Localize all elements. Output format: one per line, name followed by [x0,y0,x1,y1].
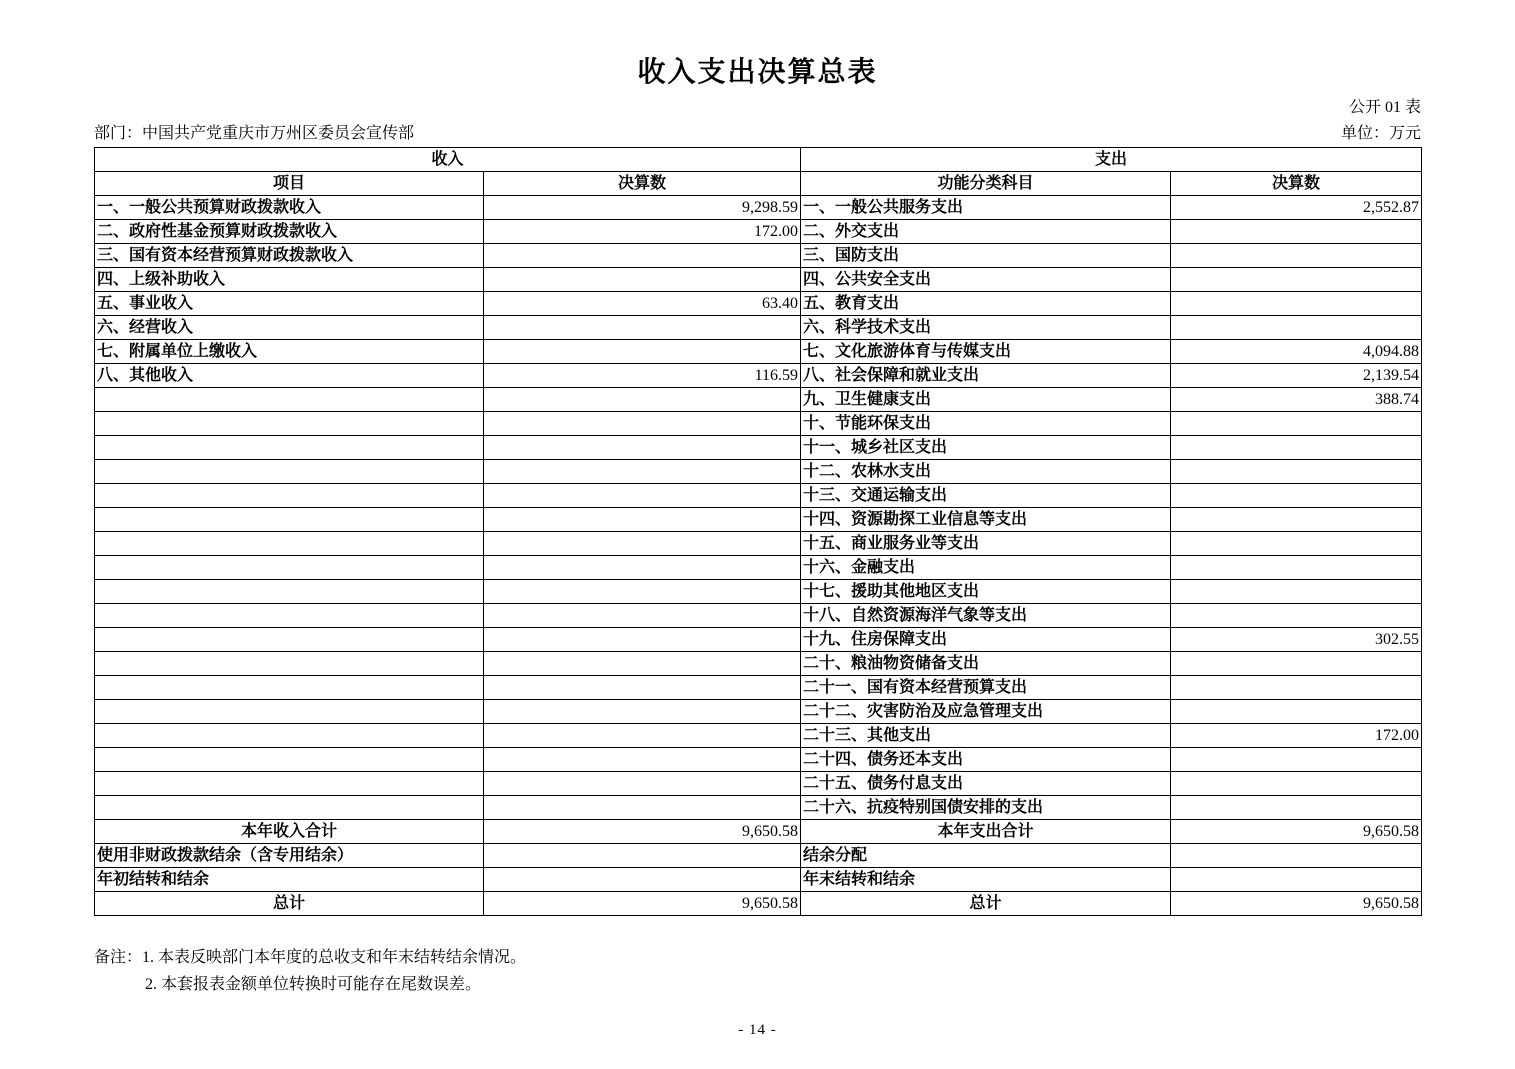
expense-amount-cell [1171,508,1422,532]
expense-summary-label-cell: 年末结转和结余 [801,868,1171,892]
table-row [95,436,1422,460]
expense-item-cell: 二十一、国有资本经营预算支出 [801,676,1171,700]
summary-row [95,892,1422,916]
expense-item-cell: 十四、资源勘探工业信息等支出 [801,508,1171,532]
table-row [95,268,1422,292]
expense-item-cell: 十九、住房保障支出 [801,628,1171,652]
income-amount-cell [484,796,801,820]
expense-amount-cell [1171,700,1422,724]
income-item-cell [95,508,484,532]
expense-amount-cell [1171,412,1422,436]
expense-amount-cell [1171,316,1422,340]
income-item-cell [95,388,484,412]
table-row [95,748,1422,772]
income-amount-header: 决算数 [484,172,801,196]
income-amount-cell [484,340,801,364]
expense-item-cell: 二十、粮油物资储备支出 [801,652,1171,676]
expense-amount-cell: 2,139.54 [1171,364,1422,388]
notes-block [94,944,526,998]
table-row [95,316,1422,340]
income-amount-cell [484,604,801,628]
income-amount-cell [484,460,801,484]
expense-amount-cell: 388.74 [1171,388,1422,412]
expense-amount-cell [1171,532,1422,556]
table-row [95,196,1422,220]
budget-summary-table [94,147,1422,916]
expense-item-cell: 十三、交通运输支出 [801,484,1171,508]
expense-amount-cell [1171,460,1422,484]
expense-item-cell: 二十六、抗疫特别国债安排的支出 [801,796,1171,820]
table-row [95,412,1422,436]
income-amount-cell [484,628,801,652]
expense-item-cell: 四、公共安全支出 [801,268,1171,292]
income-item-cell [95,676,484,700]
income-amount-cell [484,244,801,268]
table-code-label: 公开 01 表 [1348,99,1421,116]
expense-amount-cell [1171,556,1422,580]
expense-amount-cell [1171,436,1422,460]
expense-summary-label-cell: 总计 [801,892,1171,916]
table-row [95,460,1422,484]
summary-row [95,868,1422,892]
expense-summary-amount-cell: 9,650.58 [1171,820,1422,844]
expense-item-cell: 十一、城乡社区支出 [801,436,1171,460]
table-row [95,676,1422,700]
table-row [95,556,1422,580]
summary-row [95,844,1422,868]
income-item-cell [95,628,484,652]
income-amount-cell [484,700,801,724]
expense-amount-cell: 172.00 [1171,724,1422,748]
expense-summary-label-cell: 结余分配 [801,844,1171,868]
income-item-cell [95,556,484,580]
income-amount-cell [484,412,801,436]
income-amount-cell [484,748,801,772]
income-item-cell: 四、上级补助收入 [95,268,484,292]
income-summary-amount-cell [484,844,801,868]
income-item-cell [95,652,484,676]
income-amount-cell [484,484,801,508]
income-item-cell: 五、事业收入 [95,292,484,316]
income-amount-cell [484,532,801,556]
expense-item-cell: 三、国防支出 [801,244,1171,268]
section-header-row [95,148,1422,172]
income-item-cell: 六、经营收入 [95,316,484,340]
column-header-row [95,172,1422,196]
income-amount-cell [484,772,801,796]
table-row [95,364,1422,388]
table-row [95,772,1422,796]
table-row [95,700,1422,724]
expense-amount-cell [1171,580,1422,604]
income-summary-amount-cell [484,868,801,892]
expense-amount-cell [1171,748,1422,772]
expense-item-cell: 七、文化旅游体育与传媒支出 [801,340,1171,364]
income-summary-label-cell: 使用非财政拨款结余（含专用结余） [95,844,484,868]
income-item-cell [95,772,484,796]
income-item-cell [95,412,484,436]
expense-item-cell: 六、科学技术支出 [801,316,1171,340]
income-amount-cell: 172.00 [484,220,801,244]
expense-amount-cell: 302.55 [1171,628,1422,652]
income-item-cell [95,604,484,628]
income-item-cell: 三、国有资本经营预算财政拨款收入 [95,244,484,268]
expense-section-header: 支出 [801,148,1422,172]
expense-item-cell: 十六、金融支出 [801,556,1171,580]
income-amount-cell [484,268,801,292]
income-amount-cell: 116.59 [484,364,801,388]
meta-row [94,120,1421,143]
table-row [95,388,1422,412]
income-amount-cell: 9,298.59 [484,196,801,220]
expense-item-cell: 十五、商业服务业等支出 [801,532,1171,556]
table-row [95,604,1422,628]
income-item-cell: 八、其他收入 [95,364,484,388]
income-amount-cell [484,508,801,532]
income-amount-cell [484,652,801,676]
income-amount-cell [484,436,801,460]
income-amount-cell [484,724,801,748]
income-item-cell: 一、一般公共预算财政拨款收入 [95,196,484,220]
expense-item-cell: 二、外交支出 [801,220,1171,244]
income-amount-cell [484,676,801,700]
expense-item-cell: 一、一般公共服务支出 [801,196,1171,220]
page-title: 收入支出决算总表 [637,57,878,88]
income-item-header: 项目 [95,172,484,196]
income-item-cell [95,700,484,724]
note-text-1: 1. 本表反映部门本年度的总收支和年末结转结余情况。 [142,949,527,966]
income-item-cell [95,724,484,748]
table-row [95,652,1422,676]
expense-amount-cell: 2,552.87 [1171,196,1422,220]
income-amount-cell [484,580,801,604]
income-item-cell [95,796,484,820]
notes-label: 备注： [94,949,143,966]
expense-item-cell: 十二、农林水支出 [801,460,1171,484]
income-section-header: 收入 [95,148,801,172]
income-amount-cell [484,316,801,340]
table-row [95,292,1422,316]
expense-amount-cell [1171,244,1422,268]
income-amount-cell [484,556,801,580]
expense-item-cell: 二十三、其他支出 [801,724,1171,748]
table-row [95,220,1422,244]
income-amount-cell [484,388,801,412]
expense-amount-cell [1171,268,1422,292]
table-row [95,628,1422,652]
expense-item-cell: 十七、援助其他地区支出 [801,580,1171,604]
table-row [95,508,1422,532]
department-label: 部门：中国共产党重庆市万州区委员会宣传部 [94,125,415,142]
budget-table-body [95,148,1422,916]
expense-amount-cell [1171,604,1422,628]
expense-item-cell: 二十四、债务还本支出 [801,748,1171,772]
expense-amount-cell [1171,796,1422,820]
income-summary-amount-cell: 9,650.58 [484,892,801,916]
page-number: - 14 - [738,1022,777,1038]
expense-amount-cell: 4,094.88 [1171,340,1422,364]
table-row [95,724,1422,748]
income-summary-label-cell: 年初结转和结余 [95,868,484,892]
summary-row [95,820,1422,844]
income-item-cell [95,460,484,484]
income-item-cell: 二、政府性基金预算财政拨款收入 [95,220,484,244]
expense-amount-cell [1171,652,1422,676]
expense-summary-amount-cell: 9,650.58 [1171,892,1422,916]
expense-item-cell: 九、卫生健康支出 [801,388,1171,412]
expense-amount-cell [1171,484,1422,508]
expense-amount-cell [1171,676,1422,700]
unit-label: 单位：万元 [1340,125,1421,142]
income-item-cell [95,748,484,772]
expense-summary-amount-cell [1171,844,1422,868]
expense-amount-cell [1171,220,1422,244]
expense-item-header: 功能分类科目 [801,172,1171,196]
income-amount-cell: 63.40 [484,292,801,316]
expense-item-cell: 八、社会保障和就业支出 [801,364,1171,388]
expense-item-cell: 五、教育支出 [801,292,1171,316]
income-item-cell [95,532,484,556]
expense-item-cell: 二十二、灾害防治及应急管理支出 [801,700,1171,724]
income-summary-amount-cell: 9,650.58 [484,820,801,844]
table-row [95,796,1422,820]
income-item-cell [95,580,484,604]
income-summary-label-cell: 总计 [95,892,484,916]
expense-item-cell: 十八、自然资源海洋气象等支出 [801,604,1171,628]
expense-item-cell: 十、节能环保支出 [801,412,1171,436]
expense-amount-header: 决算数 [1171,172,1422,196]
note-text-2: 2. 本套报表金额单位转换时可能存在尾数误差。 [145,976,482,993]
expense-amount-cell [1171,772,1422,796]
income-item-cell [95,436,484,460]
table-row [95,484,1422,508]
table-row [95,244,1422,268]
table-row [95,340,1422,364]
expense-item-cell: 二十五、债务付息支出 [801,772,1171,796]
income-summary-label-cell: 本年收入合计 [95,820,484,844]
expense-summary-label-cell: 本年支出合计 [801,820,1171,844]
note-line [94,971,526,998]
table-row [95,532,1422,556]
expense-summary-amount-cell [1171,868,1422,892]
note-line [94,944,526,971]
table-row [95,580,1422,604]
income-item-cell: 七、附属单位上缴收入 [95,340,484,364]
income-item-cell [95,484,484,508]
expense-amount-cell [1171,292,1422,316]
